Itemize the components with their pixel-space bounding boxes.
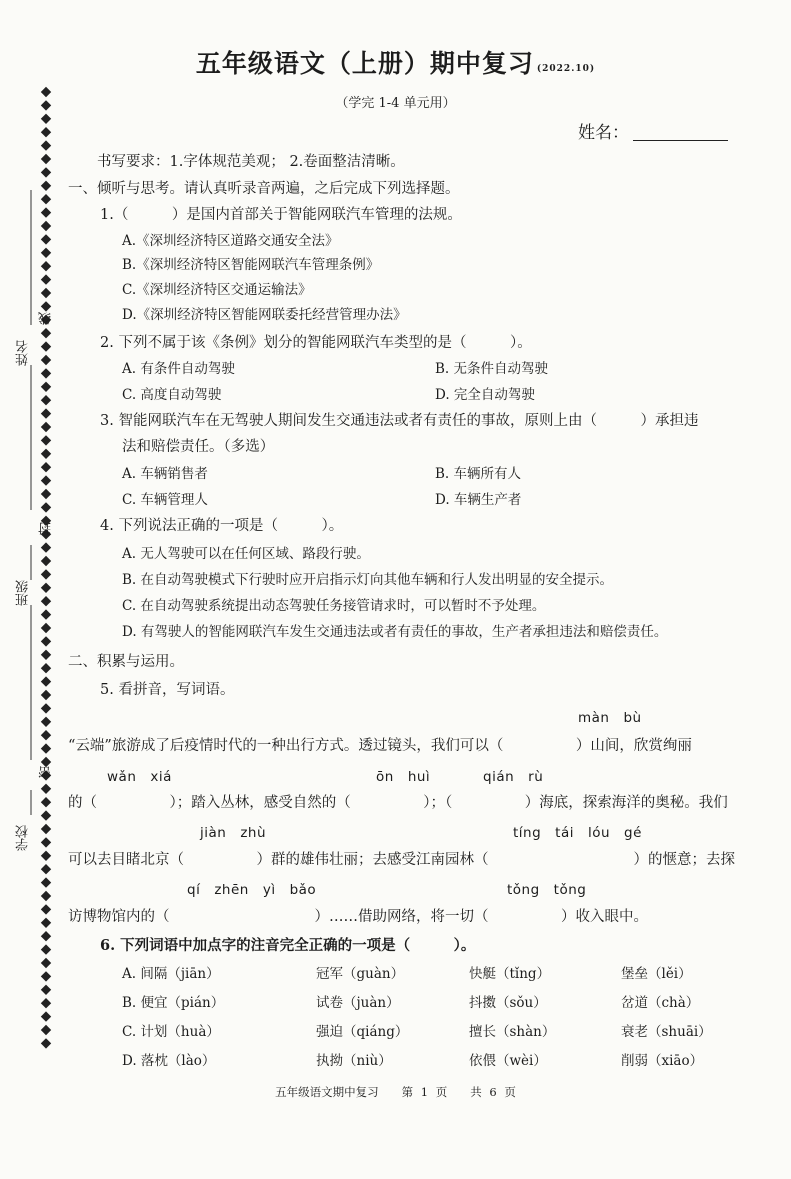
q6-b-3: 抖擞（sǒu）	[469, 995, 547, 1011]
diamond-mark	[41, 690, 51, 700]
q6-a-2: 冠军（guàn）	[316, 966, 405, 982]
diamond-mark	[41, 569, 51, 579]
margin-school-label: 学校	[16, 825, 31, 851]
diamond-mark	[41, 140, 51, 150]
q6-d-2: 执拗（niù）	[316, 1053, 392, 1069]
diamond-mark	[41, 730, 51, 740]
diamond-mark	[41, 194, 51, 204]
q5-pinyin-4a: qí zhēn yì bǎo	[187, 882, 317, 898]
q4-option-d[interactable]: D. 有驾驶人的智能网联汽车发生交通违法或者有责任的事故，生产者承担违法和赔偿责任。	[122, 624, 668, 640]
diamond-mark	[41, 261, 51, 271]
q6-b-4: 岔道（chà）	[621, 995, 700, 1011]
margin-line-mark: 线	[39, 312, 54, 325]
diamond-mark	[41, 502, 51, 512]
q1-option-a[interactable]: A.《深圳经济特区道路交通安全法》	[122, 233, 339, 249]
diamond-mark	[41, 623, 51, 633]
diamond-mark	[41, 824, 51, 834]
q4-option-c[interactable]: C. 在自动驾驶系统提出动态驾驶任务接管请求时，可以暂时不予处理。	[122, 598, 546, 614]
diamond-mark	[41, 395, 51, 405]
diamond-mark	[41, 341, 51, 351]
page-subtitle: （学完 1-4 单元用）	[335, 96, 456, 111]
diamond-mark	[41, 676, 51, 686]
diamond-mark	[41, 382, 51, 392]
q6-b-1[interactable]: B. 便宜（pián）	[122, 995, 225, 1011]
diamond-mark	[41, 958, 51, 968]
diamond-mark	[41, 462, 51, 472]
q6-d-1[interactable]: D. 落枕（lào）	[122, 1053, 216, 1069]
q3-option-d[interactable]: D. 车辆生产者	[435, 492, 522, 508]
q5-pinyin-3a: jiàn zhù	[200, 825, 267, 841]
q2-option-d[interactable]: D. 完全自动驾驶	[435, 387, 535, 403]
q3-option-c[interactable]: C. 车辆管理人	[122, 492, 208, 508]
diamond-mark	[41, 650, 51, 660]
diamond-mark	[41, 475, 51, 485]
diamond-mark	[41, 877, 51, 887]
diamond-mark	[41, 904, 51, 914]
q1-option-c[interactable]: C.《深圳经济特区交通运输法》	[122, 282, 312, 298]
diamond-mark	[41, 918, 51, 928]
q6-b-2: 试卷（juàn）	[316, 995, 400, 1011]
diamond-mark	[41, 355, 51, 365]
diamond-mark	[41, 167, 51, 177]
writing-requirements: 书写要求：1.字体规范美观； 2.卷面整洁清晰。	[97, 154, 405, 170]
q3-option-a[interactable]: A. 车辆销售者	[122, 466, 208, 482]
q6-d-3: 依偎（wèi）	[469, 1053, 547, 1069]
diamond-mark	[41, 851, 51, 861]
q6-c-1[interactable]: C. 计划（huà）	[122, 1024, 220, 1040]
student-name-field[interactable]	[578, 118, 728, 143]
diamond-mark	[41, 274, 51, 284]
q5-pinyin-2c: qián rù	[483, 769, 544, 785]
margin-seal-mark: 封	[39, 522, 54, 535]
title-text: 五年级语文（上册）期中复习	[195, 49, 534, 78]
diamond-mark	[41, 971, 51, 981]
diamond-mark	[41, 328, 51, 338]
diamond-mark	[41, 596, 51, 606]
q4-option-b[interactable]: B. 在自动驾驶模式下行驶时应开启指示灯向其他车辆和行人发出明显的安全提示。	[122, 572, 614, 588]
q1-option-d[interactable]: D.《深圳经济特区智能网联委托经营管理办法》	[122, 307, 407, 323]
diamond-border	[41, 87, 51, 1049]
margin-name-label: 姓名	[16, 340, 31, 366]
diamond-mark	[41, 931, 51, 941]
q6-c-4: 衰老（shuāi）	[621, 1024, 712, 1040]
diamond-mark	[41, 221, 51, 231]
diamond-mark	[41, 127, 51, 137]
q6-a-1[interactable]: A. 间隔（jiān）	[122, 966, 220, 982]
margin-dense-mark: 密	[39, 766, 54, 779]
page-title	[0, 44, 791, 80]
margin-class-label: 班级	[16, 580, 31, 606]
q5-line-4[interactable]: 访博物馆内的（ ）……借助网络，将一切（ ）收入眼中。	[68, 909, 648, 925]
diamond-mark	[41, 408, 51, 418]
q2-option-a[interactable]: A. 有条件自动驾驶	[122, 361, 235, 377]
diamond-mark	[41, 998, 51, 1008]
q3-stem-line2: 法和赔偿责任。（多选）	[122, 439, 275, 455]
name-label: 姓名：	[578, 123, 629, 143]
diamond-mark	[41, 435, 51, 445]
diamond-mark	[41, 985, 51, 995]
diamond-mark	[41, 784, 51, 794]
q4-option-a[interactable]: A. 无人驾驶可以在任何区域、路段行驶。	[122, 546, 370, 562]
q5-pinyin-2b: ōn huì	[376, 769, 431, 785]
q5-pinyin-3b: tíng tái lóu gé	[513, 825, 642, 841]
diamond-mark	[41, 542, 51, 552]
diamond-mark	[41, 154, 51, 164]
diamond-mark	[41, 1038, 51, 1048]
diamond-mark	[41, 301, 51, 311]
diamond-mark	[41, 234, 51, 244]
q6-c-2: 强迫（qiáng）	[316, 1024, 409, 1040]
diamond-mark	[41, 797, 51, 807]
q1-option-b[interactable]: B.《深圳经济特区智能网联汽车管理条例》	[122, 257, 380, 273]
diamond-mark	[41, 743, 51, 753]
diamond-mark	[41, 717, 51, 727]
q2-option-c[interactable]: C. 高度自动驾驶	[122, 387, 222, 403]
diamond-mark	[41, 663, 51, 673]
q1-stem: 1.（ ）是国内首部关于智能网联汽车管理的法规。	[100, 207, 462, 223]
q6-d-4: 削弱（xiāo）	[621, 1053, 704, 1069]
diamond-mark	[41, 609, 51, 619]
diamond-mark	[41, 368, 51, 378]
diamond-mark	[41, 837, 51, 847]
q3-stem-line1: 3. 智能网联汽车在无驾驶人期间发生交通违法或者有责任的事故，原则上由（ ）承担违	[100, 413, 699, 429]
title-date: (2022.10)	[536, 64, 596, 74]
diamond-mark	[41, 556, 51, 566]
diamond-mark	[41, 207, 51, 217]
diamond-mark	[41, 181, 51, 191]
diamond-mark	[41, 489, 51, 499]
q5-stem: 5. 看拼音，写词语。	[100, 682, 235, 698]
diamond-mark	[41, 636, 51, 646]
q5-line-3[interactable]: 可以去目睹北京（ ）群的雄伟壮丽；去感受江南园林（ ）的惬意；去探	[68, 852, 735, 868]
q2-stem: 2. 下列不属于该《条例》划分的智能网联汽车类型的是（ ）。	[100, 335, 532, 351]
q4-stem: 4. 下列说法正确的一项是（ ）。	[100, 518, 344, 534]
section2-heading: 二、积累与运用。	[68, 654, 184, 670]
q6-stem: 6. 下列词语中加点字的注音完全正确的一项是（ ）。	[100, 937, 476, 954]
diamond-mark	[41, 1011, 51, 1021]
diamond-mark	[41, 891, 51, 901]
q3-option-b[interactable]: B. 车辆所有人	[435, 466, 522, 482]
name-blank[interactable]	[633, 124, 728, 141]
diamond-mark	[41, 422, 51, 432]
section1-heading: 一、倾听与思考。请认真听录音两遍，之后完成下列选择题。	[68, 181, 460, 197]
diamond-mark	[41, 864, 51, 874]
page-footer: 五年级语文期中复习 第 1 页 共 6 页	[275, 1085, 516, 1099]
q5-pinyin-4b: tǒng tǒng	[507, 882, 587, 898]
diamond-mark	[41, 703, 51, 713]
diamond-mark	[41, 248, 51, 258]
diamond-mark	[41, 449, 51, 459]
diamond-mark	[41, 1025, 51, 1035]
q6-a-4: 堡垒（lěi）	[621, 966, 692, 982]
q5-pinyin-1: màn bù	[578, 710, 642, 726]
diamond-mark	[41, 944, 51, 954]
q5-pinyin-2a: wǎn xiá	[107, 769, 172, 785]
q6-a-3: 快艇（tǐng）	[469, 966, 551, 982]
q5-line-2[interactable]: 的（ ）；踏入丛林，感受自然的（ ）；（ ）海底，探索海洋的奥秘。我们	[68, 795, 728, 811]
diamond-mark	[41, 583, 51, 593]
q6-c-3: 擅长（shàn）	[469, 1024, 556, 1040]
q5-line-1[interactable]: “云端”旅游成了后疫情时代的一种出行方式。透过镜头，我们可以（ ）山间，欣赏绚丽	[68, 738, 692, 754]
diamond-mark	[41, 288, 51, 298]
diamond-mark	[41, 114, 51, 124]
diamond-mark	[41, 810, 51, 820]
q2-option-b[interactable]: B. 无条件自动驾驶	[435, 361, 549, 377]
